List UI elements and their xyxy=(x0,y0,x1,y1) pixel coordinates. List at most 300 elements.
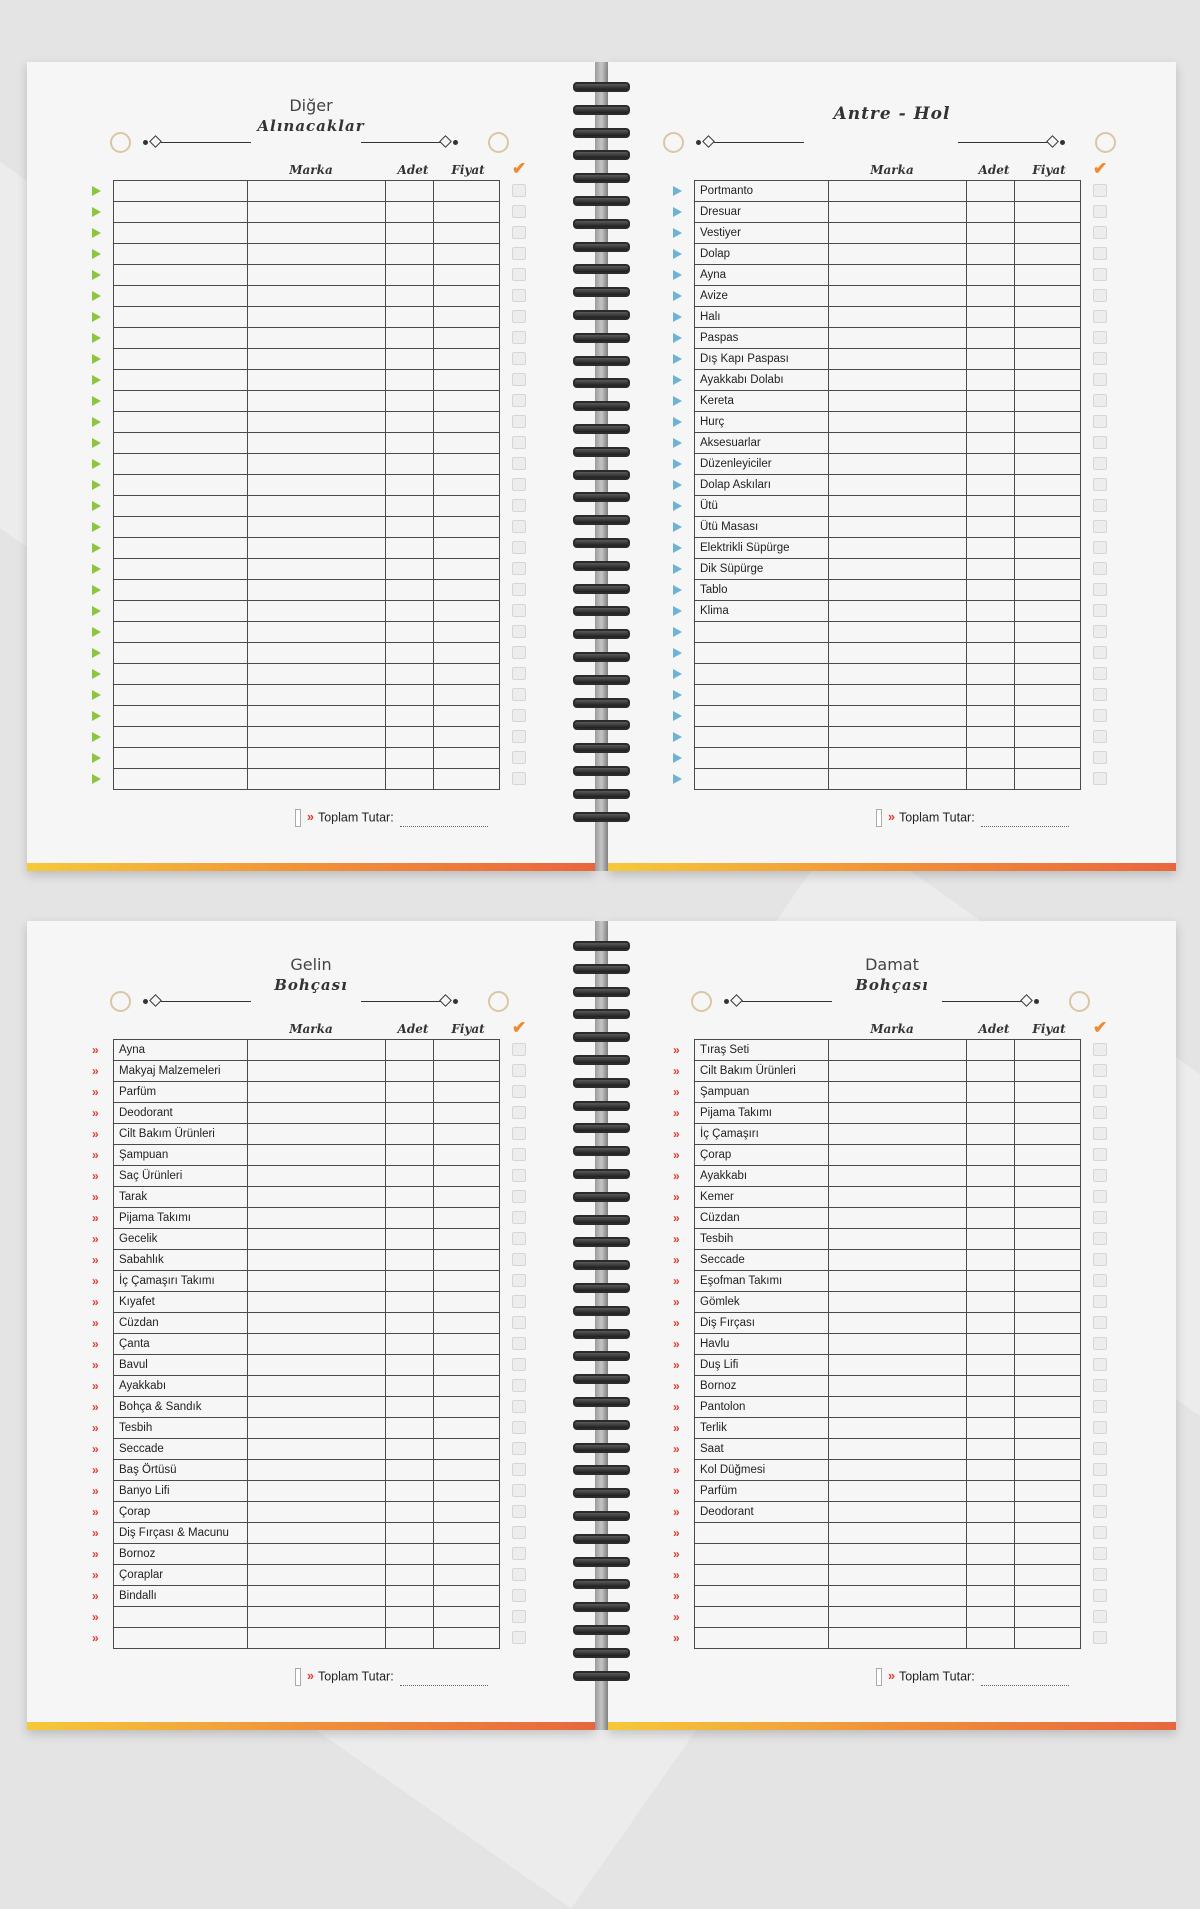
brand-cell[interactable] xyxy=(248,349,386,370)
qty-cell[interactable] xyxy=(967,1355,1015,1376)
qty-cell[interactable] xyxy=(386,433,434,454)
price-cell[interactable] xyxy=(1015,1628,1081,1649)
item-cell[interactable] xyxy=(695,1607,829,1628)
row-checkbox[interactable] xyxy=(512,243,526,264)
item-cell[interactable]: Elektrikli Süpürge xyxy=(695,538,829,559)
qty-cell[interactable] xyxy=(967,580,1015,601)
row-checkbox[interactable] xyxy=(512,327,526,348)
row-checkbox[interactable] xyxy=(1093,432,1107,453)
qty-cell[interactable] xyxy=(386,475,434,496)
qty-cell[interactable] xyxy=(967,244,1015,265)
brand-cell[interactable] xyxy=(829,1418,967,1439)
item-cell[interactable]: Çorap xyxy=(114,1502,248,1523)
row-checkbox[interactable] xyxy=(1093,1186,1107,1207)
brand-cell[interactable] xyxy=(829,1586,967,1607)
row-checkbox[interactable] xyxy=(1093,1417,1107,1438)
item-cell[interactable]: Bohça & Sandık xyxy=(114,1397,248,1418)
brand-cell[interactable] xyxy=(829,727,967,748)
brand-cell[interactable] xyxy=(248,748,386,769)
row-checkbox[interactable] xyxy=(512,726,526,747)
row-checkbox[interactable] xyxy=(512,264,526,285)
item-cell[interactable]: Dolap Askıları xyxy=(695,475,829,496)
price-cell[interactable] xyxy=(434,1481,500,1502)
item-cell[interactable]: Cilt Bakım Ürünleri xyxy=(695,1061,829,1082)
price-cell[interactable] xyxy=(434,727,500,748)
qty-cell[interactable] xyxy=(967,307,1015,328)
price-cell[interactable] xyxy=(434,1145,500,1166)
price-cell[interactable] xyxy=(434,1376,500,1397)
price-cell[interactable] xyxy=(1015,307,1081,328)
item-cell[interactable]: Klima xyxy=(695,601,829,622)
price-cell[interactable] xyxy=(434,769,500,790)
qty-cell[interactable] xyxy=(967,622,1015,643)
qty-cell[interactable] xyxy=(386,706,434,727)
brand-cell[interactable] xyxy=(829,1439,967,1460)
item-cell[interactable]: Dolap xyxy=(695,244,829,265)
brand-cell[interactable] xyxy=(829,1523,967,1544)
qty-cell[interactable] xyxy=(386,1103,434,1124)
row-checkbox[interactable] xyxy=(1093,621,1107,642)
item-cell[interactable] xyxy=(114,181,248,202)
row-checkbox[interactable] xyxy=(1093,1144,1107,1165)
price-cell[interactable] xyxy=(1015,1439,1081,1460)
brand-cell[interactable] xyxy=(829,454,967,475)
brand-cell[interactable] xyxy=(248,286,386,307)
row-checkbox[interactable] xyxy=(512,1501,526,1522)
price-cell[interactable] xyxy=(1015,1607,1081,1628)
qty-cell[interactable] xyxy=(967,559,1015,580)
price-cell[interactable] xyxy=(1015,1208,1081,1229)
qty-cell[interactable] xyxy=(386,1523,434,1544)
qty-cell[interactable] xyxy=(967,1565,1015,1586)
row-checkbox[interactable] xyxy=(512,1354,526,1375)
qty-cell[interactable] xyxy=(967,286,1015,307)
price-cell[interactable] xyxy=(1015,370,1081,391)
item-cell[interactable]: Dış Kapı Paspası xyxy=(695,349,829,370)
brand-cell[interactable] xyxy=(248,1124,386,1145)
price-cell[interactable] xyxy=(434,580,500,601)
price-cell[interactable] xyxy=(1015,412,1081,433)
brand-cell[interactable] xyxy=(829,1481,967,1502)
price-cell[interactable] xyxy=(434,685,500,706)
price-cell[interactable] xyxy=(1015,1355,1081,1376)
row-checkbox[interactable] xyxy=(1093,1522,1107,1543)
item-cell[interactable]: Parfüm xyxy=(695,1481,829,1502)
qty-cell[interactable] xyxy=(967,706,1015,727)
price-cell[interactable] xyxy=(434,1439,500,1460)
price-cell[interactable] xyxy=(434,1208,500,1229)
price-cell[interactable] xyxy=(1015,1460,1081,1481)
total-value-field[interactable] xyxy=(400,814,488,827)
row-checkbox[interactable] xyxy=(1093,684,1107,705)
price-cell[interactable] xyxy=(1015,1523,1081,1544)
item-cell[interactable]: Tesbih xyxy=(695,1229,829,1250)
price-cell[interactable] xyxy=(1015,706,1081,727)
price-cell[interactable] xyxy=(1015,1061,1081,1082)
item-cell[interactable] xyxy=(114,538,248,559)
qty-cell[interactable] xyxy=(967,433,1015,454)
row-checkbox[interactable] xyxy=(512,1123,526,1144)
price-cell[interactable] xyxy=(1015,391,1081,412)
item-cell[interactable] xyxy=(695,1544,829,1565)
row-checkbox[interactable] xyxy=(1093,1543,1107,1564)
price-cell[interactable] xyxy=(434,244,500,265)
item-cell[interactable]: Gecelik xyxy=(114,1229,248,1250)
row-checkbox[interactable] xyxy=(512,474,526,495)
qty-cell[interactable] xyxy=(386,454,434,475)
item-cell[interactable]: Duş Lifi xyxy=(695,1355,829,1376)
row-checkbox[interactable] xyxy=(512,1396,526,1417)
qty-cell[interactable] xyxy=(967,1439,1015,1460)
price-cell[interactable] xyxy=(434,559,500,580)
qty-cell[interactable] xyxy=(386,1628,434,1649)
qty-cell[interactable] xyxy=(967,181,1015,202)
brand-cell[interactable] xyxy=(248,1313,386,1334)
price-cell[interactable] xyxy=(434,1502,500,1523)
row-checkbox[interactable] xyxy=(512,453,526,474)
qty-cell[interactable] xyxy=(967,223,1015,244)
price-cell[interactable] xyxy=(1015,1544,1081,1565)
price-cell[interactable] xyxy=(434,706,500,727)
item-cell[interactable]: Sabahlık xyxy=(114,1250,248,1271)
price-cell[interactable] xyxy=(434,1292,500,1313)
price-cell[interactable] xyxy=(434,1460,500,1481)
brand-cell[interactable] xyxy=(248,1166,386,1187)
item-cell[interactable] xyxy=(114,433,248,454)
price-cell[interactable] xyxy=(434,748,500,769)
item-cell[interactable]: Tıraş Seti xyxy=(695,1040,829,1061)
qty-cell[interactable] xyxy=(386,1376,434,1397)
price-cell[interactable] xyxy=(434,475,500,496)
price-cell[interactable] xyxy=(434,622,500,643)
row-checkbox[interactable] xyxy=(512,306,526,327)
qty-cell[interactable] xyxy=(967,1418,1015,1439)
item-cell[interactable] xyxy=(695,1628,829,1649)
qty-cell[interactable] xyxy=(967,1544,1015,1565)
brand-cell[interactable] xyxy=(248,1292,386,1313)
row-checkbox[interactable] xyxy=(1093,474,1107,495)
brand-cell[interactable] xyxy=(248,664,386,685)
price-cell[interactable] xyxy=(434,202,500,223)
row-checkbox[interactable] xyxy=(1093,1060,1107,1081)
item-cell[interactable]: Düzenleyiciler xyxy=(695,454,829,475)
row-checkbox[interactable] xyxy=(1093,1207,1107,1228)
qty-cell[interactable] xyxy=(967,1271,1015,1292)
brand-cell[interactable] xyxy=(829,307,967,328)
row-checkbox[interactable] xyxy=(1093,1312,1107,1333)
price-cell[interactable] xyxy=(434,517,500,538)
item-cell[interactable]: Halı xyxy=(695,307,829,328)
brand-cell[interactable] xyxy=(248,622,386,643)
item-cell[interactable] xyxy=(695,1586,829,1607)
qty-cell[interactable] xyxy=(386,1481,434,1502)
price-cell[interactable] xyxy=(1015,727,1081,748)
price-cell[interactable] xyxy=(1015,286,1081,307)
total-value-field[interactable] xyxy=(981,1673,1069,1686)
item-cell[interactable]: Saat xyxy=(695,1439,829,1460)
price-cell[interactable] xyxy=(1015,265,1081,286)
brand-cell[interactable] xyxy=(248,1208,386,1229)
price-cell[interactable] xyxy=(1015,475,1081,496)
row-checkbox[interactable] xyxy=(1093,369,1107,390)
item-cell[interactable]: Pijama Takımı xyxy=(695,1103,829,1124)
qty-cell[interactable] xyxy=(386,685,434,706)
item-cell[interactable]: Eşofman Takımı xyxy=(695,1271,829,1292)
qty-cell[interactable] xyxy=(386,1082,434,1103)
row-checkbox[interactable] xyxy=(512,1627,526,1648)
row-checkbox[interactable] xyxy=(512,1459,526,1480)
item-cell[interactable]: Terlik xyxy=(695,1418,829,1439)
brand-cell[interactable] xyxy=(829,1103,967,1124)
qty-cell[interactable] xyxy=(386,643,434,664)
item-cell[interactable]: Banyo Lifi xyxy=(114,1481,248,1502)
item-cell[interactable] xyxy=(114,370,248,391)
brand-cell[interactable] xyxy=(248,181,386,202)
brand-cell[interactable] xyxy=(248,580,386,601)
row-checkbox[interactable] xyxy=(512,1102,526,1123)
item-cell[interactable]: Baş Örtüsü xyxy=(114,1460,248,1481)
row-checkbox[interactable] xyxy=(512,1417,526,1438)
item-cell[interactable] xyxy=(114,643,248,664)
price-cell[interactable] xyxy=(1015,1313,1081,1334)
brand-cell[interactable] xyxy=(829,1166,967,1187)
brand-cell[interactable] xyxy=(248,1229,386,1250)
row-checkbox[interactable] xyxy=(1093,1165,1107,1186)
price-cell[interactable] xyxy=(434,328,500,349)
item-cell[interactable]: Tablo xyxy=(695,580,829,601)
item-cell[interactable] xyxy=(114,349,248,370)
price-cell[interactable] xyxy=(1015,1166,1081,1187)
price-cell[interactable] xyxy=(434,643,500,664)
row-checkbox[interactable] xyxy=(1093,1228,1107,1249)
brand-cell[interactable] xyxy=(248,1397,386,1418)
qty-cell[interactable] xyxy=(386,265,434,286)
row-checkbox[interactable] xyxy=(1093,1081,1107,1102)
qty-cell[interactable] xyxy=(386,1607,434,1628)
row-checkbox[interactable] xyxy=(1093,642,1107,663)
item-cell[interactable] xyxy=(114,1628,248,1649)
item-cell[interactable]: Havlu xyxy=(695,1334,829,1355)
price-cell[interactable] xyxy=(434,265,500,286)
row-checkbox[interactable] xyxy=(1093,1375,1107,1396)
brand-cell[interactable] xyxy=(829,412,967,433)
qty-cell[interactable] xyxy=(967,1250,1015,1271)
total-value-field[interactable] xyxy=(400,1673,488,1686)
row-checkbox[interactable] xyxy=(512,1480,526,1501)
item-cell[interactable]: Cüzdan xyxy=(695,1208,829,1229)
item-cell[interactable] xyxy=(114,286,248,307)
item-cell[interactable]: Parfüm xyxy=(114,1082,248,1103)
item-cell[interactable]: Ayna xyxy=(114,1040,248,1061)
qty-cell[interactable] xyxy=(967,1061,1015,1082)
brand-cell[interactable] xyxy=(829,496,967,517)
row-checkbox[interactable] xyxy=(512,390,526,411)
item-cell[interactable] xyxy=(114,1607,248,1628)
brand-cell[interactable] xyxy=(248,1607,386,1628)
brand-cell[interactable] xyxy=(829,1607,967,1628)
price-cell[interactable] xyxy=(434,1187,500,1208)
qty-cell[interactable] xyxy=(386,1565,434,1586)
brand-cell[interactable] xyxy=(829,475,967,496)
brand-cell[interactable] xyxy=(829,1544,967,1565)
row-checkbox[interactable] xyxy=(1093,1501,1107,1522)
price-cell[interactable] xyxy=(434,601,500,622)
qty-cell[interactable] xyxy=(386,559,434,580)
brand-cell[interactable] xyxy=(829,223,967,244)
item-cell[interactable]: Ütü Masası xyxy=(695,517,829,538)
brand-cell[interactable] xyxy=(829,559,967,580)
item-cell[interactable]: Avize xyxy=(695,286,829,307)
item-cell[interactable]: Saç Ürünleri xyxy=(114,1166,248,1187)
price-cell[interactable] xyxy=(434,349,500,370)
item-cell[interactable] xyxy=(114,727,248,748)
qty-cell[interactable] xyxy=(386,538,434,559)
qty-cell[interactable] xyxy=(386,202,434,223)
brand-cell[interactable] xyxy=(829,664,967,685)
qty-cell[interactable] xyxy=(967,1082,1015,1103)
item-cell[interactable] xyxy=(695,622,829,643)
qty-cell[interactable] xyxy=(967,643,1015,664)
brand-cell[interactable] xyxy=(248,1355,386,1376)
qty-cell[interactable] xyxy=(967,475,1015,496)
qty-cell[interactable] xyxy=(967,1607,1015,1628)
brand-cell[interactable] xyxy=(248,1586,386,1607)
price-cell[interactable] xyxy=(1015,580,1081,601)
row-checkbox[interactable] xyxy=(512,1606,526,1627)
item-cell[interactable] xyxy=(114,622,248,643)
qty-cell[interactable] xyxy=(386,1544,434,1565)
price-cell[interactable] xyxy=(1015,1229,1081,1250)
qty-cell[interactable] xyxy=(386,349,434,370)
qty-cell[interactable] xyxy=(386,496,434,517)
price-cell[interactable] xyxy=(1015,1397,1081,1418)
item-cell[interactable]: Diş Fırçası xyxy=(695,1313,829,1334)
item-cell[interactable] xyxy=(114,601,248,622)
item-cell[interactable]: Tarak xyxy=(114,1187,248,1208)
price-cell[interactable] xyxy=(1015,748,1081,769)
item-cell[interactable]: Pijama Takımı xyxy=(114,1208,248,1229)
item-cell[interactable] xyxy=(114,580,248,601)
brand-cell[interactable] xyxy=(829,748,967,769)
qty-cell[interactable] xyxy=(386,1250,434,1271)
qty-cell[interactable] xyxy=(386,223,434,244)
price-cell[interactable] xyxy=(434,1271,500,1292)
qty-cell[interactable] xyxy=(386,1229,434,1250)
qty-cell[interactable] xyxy=(967,1376,1015,1397)
brand-cell[interactable] xyxy=(248,202,386,223)
qty-cell[interactable] xyxy=(386,1355,434,1376)
item-cell[interactable] xyxy=(695,685,829,706)
total-value-field[interactable] xyxy=(981,814,1069,827)
brand-cell[interactable] xyxy=(829,1502,967,1523)
row-checkbox[interactable] xyxy=(1093,1480,1107,1501)
qty-cell[interactable] xyxy=(967,1502,1015,1523)
price-cell[interactable] xyxy=(434,1166,500,1187)
row-checkbox[interactable] xyxy=(512,558,526,579)
qty-cell[interactable] xyxy=(386,748,434,769)
qty-cell[interactable] xyxy=(967,1334,1015,1355)
brand-cell[interactable] xyxy=(829,1187,967,1208)
brand-cell[interactable] xyxy=(248,643,386,664)
brand-cell[interactable] xyxy=(829,328,967,349)
item-cell[interactable]: Dik Süpürge xyxy=(695,559,829,580)
brand-cell[interactable] xyxy=(829,538,967,559)
row-checkbox[interactable] xyxy=(1093,726,1107,747)
brand-cell[interactable] xyxy=(248,307,386,328)
price-cell[interactable] xyxy=(434,370,500,391)
qty-cell[interactable] xyxy=(967,1523,1015,1544)
qty-cell[interactable] xyxy=(967,1040,1015,1061)
brand-cell[interactable] xyxy=(829,244,967,265)
item-cell[interactable] xyxy=(114,265,248,286)
row-checkbox[interactable] xyxy=(1093,264,1107,285)
brand-cell[interactable] xyxy=(248,496,386,517)
item-cell[interactable]: Seccade xyxy=(695,1250,829,1271)
row-checkbox[interactable] xyxy=(1093,579,1107,600)
item-cell[interactable] xyxy=(114,475,248,496)
row-checkbox[interactable] xyxy=(1093,1627,1107,1648)
price-cell[interactable] xyxy=(1015,328,1081,349)
price-cell[interactable] xyxy=(1015,1124,1081,1145)
qty-cell[interactable] xyxy=(967,265,1015,286)
brand-cell[interactable] xyxy=(248,244,386,265)
row-checkbox[interactable] xyxy=(512,516,526,537)
price-cell[interactable] xyxy=(1015,1418,1081,1439)
item-cell[interactable] xyxy=(114,706,248,727)
qty-cell[interactable] xyxy=(967,1187,1015,1208)
row-checkbox[interactable] xyxy=(1093,285,1107,306)
qty-cell[interactable] xyxy=(967,1586,1015,1607)
qty-cell[interactable] xyxy=(386,328,434,349)
qty-cell[interactable] xyxy=(386,412,434,433)
row-checkbox[interactable] xyxy=(512,747,526,768)
brand-cell[interactable] xyxy=(248,1103,386,1124)
qty-cell[interactable] xyxy=(386,1502,434,1523)
row-checkbox[interactable] xyxy=(1093,1270,1107,1291)
brand-cell[interactable] xyxy=(829,1460,967,1481)
qty-cell[interactable] xyxy=(386,1460,434,1481)
brand-cell[interactable] xyxy=(248,370,386,391)
row-checkbox[interactable] xyxy=(512,1249,526,1270)
row-checkbox[interactable] xyxy=(512,537,526,558)
price-cell[interactable] xyxy=(1015,1481,1081,1502)
brand-cell[interactable] xyxy=(248,412,386,433)
item-cell[interactable] xyxy=(114,685,248,706)
qty-cell[interactable] xyxy=(386,1124,434,1145)
brand-cell[interactable] xyxy=(248,1628,386,1649)
qty-cell[interactable] xyxy=(386,727,434,748)
brand-cell[interactable] xyxy=(829,1628,967,1649)
item-cell[interactable]: Aksesuarlar xyxy=(695,433,829,454)
item-cell[interactable]: Seccade xyxy=(114,1439,248,1460)
price-cell[interactable] xyxy=(1015,1250,1081,1271)
row-checkbox[interactable] xyxy=(1093,1039,1107,1060)
row-checkbox[interactable] xyxy=(512,1333,526,1354)
row-checkbox[interactable] xyxy=(512,1207,526,1228)
brand-cell[interactable] xyxy=(248,1544,386,1565)
row-checkbox[interactable] xyxy=(1093,411,1107,432)
row-checkbox[interactable] xyxy=(1093,1123,1107,1144)
price-cell[interactable] xyxy=(434,538,500,559)
qty-cell[interactable] xyxy=(386,517,434,538)
brand-cell[interactable] xyxy=(829,1208,967,1229)
brand-cell[interactable] xyxy=(248,706,386,727)
qty-cell[interactable] xyxy=(967,1292,1015,1313)
qty-cell[interactable] xyxy=(967,1460,1015,1481)
item-cell[interactable]: Ayakkabı xyxy=(114,1376,248,1397)
item-cell[interactable]: Ayakkabı xyxy=(695,1166,829,1187)
brand-cell[interactable] xyxy=(248,1502,386,1523)
